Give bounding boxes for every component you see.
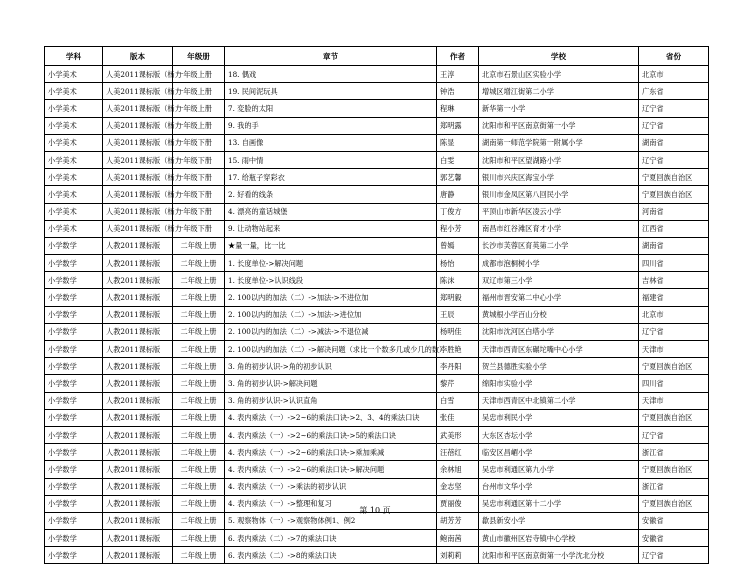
- edition-cell: 人教2011课标版: [103, 512, 173, 529]
- table-row: [45, 444, 709, 461]
- grade-cell: 二年级上册: [173, 512, 225, 529]
- school-cell: 北京市石景山区实验小学: [479, 66, 639, 83]
- province-cell: 福建省: [639, 289, 709, 306]
- author-cell: 刘莉莉: [437, 547, 479, 564]
- chapter-cell: 4. 漂亮的童话城堡: [225, 203, 437, 220]
- author-cell: 杨怡: [437, 255, 479, 272]
- edition-cell: 人教2011课标版: [103, 530, 173, 547]
- table-row: [45, 341, 709, 358]
- school-cell: 南昌市红谷滩区育才小学: [479, 220, 639, 237]
- grade-cell: 二年级上册: [173, 358, 225, 375]
- edition-cell: 人美2011课标版（杨力: [103, 66, 173, 83]
- subject-cell: 小学数学: [45, 392, 103, 409]
- chapter-cell: 18. 偶戏: [225, 66, 437, 83]
- author-cell: 程琳: [437, 100, 479, 117]
- grade-cell: 二年级上册: [173, 444, 225, 461]
- table-row: [45, 255, 709, 272]
- table-row: [45, 409, 709, 426]
- province-cell: 辽宁省: [639, 547, 709, 564]
- edition-cell: 人教2011课标版: [103, 461, 173, 478]
- grade-cell: 二年级上册: [173, 530, 225, 547]
- table-row: [45, 306, 709, 323]
- chapter-cell: 6. 表内乘法（二）->7的乘法口诀: [225, 530, 437, 547]
- column-header: 章节: [225, 47, 437, 66]
- subject-cell: 小学数学: [45, 289, 103, 306]
- province-cell: 安徽省: [639, 530, 709, 547]
- province-cell: 宁夏回族自治区: [639, 358, 709, 375]
- chapter-cell: 13. 自画像: [225, 134, 437, 151]
- grade-cell: 二年级上册: [173, 306, 225, 323]
- chapter-cell: 4. 表内乘法（一）->乘法的初步认识: [225, 478, 437, 495]
- province-cell: 安徽省: [639, 512, 709, 529]
- author-cell: 郑明露: [437, 117, 479, 134]
- grade-cell: 二年级上册: [173, 272, 225, 289]
- author-cell: 金志坚: [437, 478, 479, 495]
- school-cell: 成都市泡桐树小学: [479, 255, 639, 272]
- school-cell: 银川市兴庆区海宝小学: [479, 169, 639, 186]
- province-cell: 四川省: [639, 375, 709, 392]
- header-row: [45, 47, 709, 66]
- table-row: [45, 83, 709, 100]
- subject-cell: 小学数学: [45, 341, 103, 358]
- chapter-cell: 6. 表内乘法（二）->8的乘法口诀: [225, 547, 437, 564]
- chapter-cell: 19. 民间泥玩具: [225, 83, 437, 100]
- province-cell: 河南省: [639, 203, 709, 220]
- province-cell: 天津市: [639, 341, 709, 358]
- school-cell: 黄城根小学百山分校: [479, 306, 639, 323]
- author-cell: 胡芳芳: [437, 512, 479, 529]
- chapter-cell: 5. 观察物体（一）->观察物体例1、例2: [225, 512, 437, 529]
- data-table: [44, 46, 709, 564]
- edition-cell: 人美2011课标版（杨力: [103, 169, 173, 186]
- province-cell: 四川省: [639, 255, 709, 272]
- chapter-cell: 9. 让动物站起来: [225, 220, 437, 237]
- table-row: [45, 392, 709, 409]
- subject-cell: 小学美术: [45, 66, 103, 83]
- author-cell: 余林旭: [437, 461, 479, 478]
- table-header: [45, 47, 709, 66]
- column-header: 学校: [479, 47, 639, 66]
- subject-cell: 小学美术: [45, 220, 103, 237]
- province-cell: 辽宁省: [639, 426, 709, 443]
- school-cell: 平顶山市新华区凌云小学: [479, 203, 639, 220]
- author-cell: 黎芹: [437, 375, 479, 392]
- subject-cell: 小学数学: [45, 547, 103, 564]
- table-row: [45, 203, 709, 220]
- chapter-cell: ★量一量，比一比: [225, 237, 437, 254]
- school-cell: 贺兰县德胜实验小学: [479, 358, 639, 375]
- school-cell: 台州市文华小学: [479, 478, 639, 495]
- province-cell: 江西省: [639, 220, 709, 237]
- author-cell: 王淳: [437, 66, 479, 83]
- chapter-cell: 3. 角的初步认识->角的初步认识: [225, 358, 437, 375]
- school-cell: 天津市西青区东碾坨嘴中心小学: [479, 341, 639, 358]
- subject-cell: 小学数学: [45, 323, 103, 340]
- author-cell: 贾丽俊: [437, 495, 479, 512]
- chapter-cell: 3. 角的初步认识->解决问题: [225, 375, 437, 392]
- subject-cell: 小学数学: [45, 306, 103, 323]
- subject-cell: 小学数学: [45, 461, 103, 478]
- author-cell: 鲍南茜: [437, 530, 479, 547]
- table-row: [45, 169, 709, 186]
- grade-cell: 二年级上册: [173, 426, 225, 443]
- chapter-cell: 4. 表内乘法（一）->2~6的乘法口诀->解决问题: [225, 461, 437, 478]
- grade-cell: 一年级下册: [173, 220, 225, 237]
- chapter-cell: 9. 我的手: [225, 117, 437, 134]
- chapter-cell: 2. 100以内的加法（二）->加法->进位加: [225, 306, 437, 323]
- author-cell: 白雯: [437, 151, 479, 168]
- school-cell: 沈阳市沈河区白塔小学: [479, 323, 639, 340]
- edition-cell: 人教2011课标版: [103, 289, 173, 306]
- table-row: [45, 100, 709, 117]
- author-cell: 杨明佳: [437, 323, 479, 340]
- province-cell: 吉林省: [639, 272, 709, 289]
- subject-cell: 小学数学: [45, 478, 103, 495]
- chapter-cell: 3. 角的初步认识->认识直角: [225, 392, 437, 409]
- table-row: [45, 426, 709, 443]
- column-header: 作者: [437, 47, 479, 66]
- table-row: [45, 358, 709, 375]
- author-cell: 钟浩: [437, 83, 479, 100]
- edition-cell: 人教2011课标版: [103, 409, 173, 426]
- author-cell: 张佳: [437, 409, 479, 426]
- school-cell: 绵阳市实验小学: [479, 375, 639, 392]
- table-row: [45, 323, 709, 340]
- school-cell: 湖南第一师范学院第一附属小学: [479, 134, 639, 151]
- grade-cell: 二年级上册: [173, 547, 225, 564]
- author-cell: 陈显: [437, 134, 479, 151]
- edition-cell: 人教2011课标版: [103, 358, 173, 375]
- chapter-cell: 2. 好看的线条: [225, 186, 437, 203]
- subject-cell: 小学数学: [45, 495, 103, 512]
- province-cell: 宁夏回族自治区: [639, 409, 709, 426]
- chapter-cell: 4. 表内乘法（一）->2~6的乘法口诀->乘加乘减: [225, 444, 437, 461]
- table-row: [45, 461, 709, 478]
- grade-cell: 二年级上册: [173, 409, 225, 426]
- chapter-cell: 1. 长度单位->认识线段: [225, 272, 437, 289]
- province-cell: 辽宁省: [639, 117, 709, 134]
- grade-cell: 一年级下册: [173, 134, 225, 151]
- column-header: 学科: [45, 47, 103, 66]
- subject-cell: 小学数学: [45, 512, 103, 529]
- edition-cell: 人美2011课标版（杨力: [103, 83, 173, 100]
- subject-cell: 小学美术: [45, 117, 103, 134]
- school-cell: 沈阳市和平区望湖路小学: [479, 151, 639, 168]
- author-cell: 陈沫: [437, 272, 479, 289]
- edition-cell: 人美2011课标版（杨力: [103, 220, 173, 237]
- province-cell: 北京市: [639, 66, 709, 83]
- grade-cell: 一年级下册: [173, 203, 225, 220]
- author-cell: 白雪: [437, 392, 479, 409]
- province-cell: 宁夏回族自治区: [639, 495, 709, 512]
- school-cell: 沈阳市和平区南京街第一小学: [479, 117, 639, 134]
- school-cell: 沈阳市和平区南京街第一小学沈北分校: [479, 547, 639, 564]
- grade-cell: 一年级上册: [173, 83, 225, 100]
- edition-cell: 人美2011课标版（杨力: [103, 151, 173, 168]
- author-cell: 郭艺馨: [437, 169, 479, 186]
- chapter-cell: 2. 100以内的加法（二）->加法->不进位加: [225, 289, 437, 306]
- province-cell: 宁夏回族自治区: [639, 186, 709, 203]
- grade-cell: 二年级上册: [173, 495, 225, 512]
- table-row: [45, 237, 709, 254]
- province-cell: 辽宁省: [639, 151, 709, 168]
- grade-cell: 一年级上册: [173, 100, 225, 117]
- edition-cell: 人美2011课标版（杨力: [103, 203, 173, 220]
- grade-cell: 一年级下册: [173, 151, 225, 168]
- chapter-cell: 4. 表内乘法（一）->2~6的乘法口诀->5的乘法口诀: [225, 426, 437, 443]
- column-header: 省份: [639, 47, 709, 66]
- edition-cell: 人美2011课标版（杨力: [103, 134, 173, 151]
- subject-cell: 小学美术: [45, 134, 103, 151]
- grade-cell: 一年级下册: [173, 169, 225, 186]
- table-row: [45, 117, 709, 134]
- edition-cell: 人教2011课标版: [103, 495, 173, 512]
- author-cell: 唐静: [437, 186, 479, 203]
- subject-cell: 小学美术: [45, 169, 103, 186]
- chapter-cell: 1. 长度单位->解决问题: [225, 255, 437, 272]
- chapter-cell: 4. 表内乘法（一）->整理和复习: [225, 495, 437, 512]
- chapter-cell: 17. 给瓶子穿彩衣: [225, 169, 437, 186]
- grade-cell: 二年级上册: [173, 478, 225, 495]
- grade-cell: 二年级上册: [173, 289, 225, 306]
- subject-cell: 小学美术: [45, 100, 103, 117]
- grade-cell: 二年级上册: [173, 392, 225, 409]
- table-row: [45, 151, 709, 168]
- column-header: 年级册: [173, 47, 225, 66]
- province-cell: 湖南省: [639, 134, 709, 151]
- chapter-cell: 7. 変脸的太阳: [225, 100, 437, 117]
- subject-cell: 小学数学: [45, 272, 103, 289]
- school-cell: 新华第一小学: [479, 100, 639, 117]
- table-row: [45, 530, 709, 547]
- grade-cell: 一年级下册: [173, 186, 225, 203]
- chapter-cell: 15. 雨中情: [225, 151, 437, 168]
- province-cell: 广东省: [639, 83, 709, 100]
- grade-cell: 二年级上册: [173, 461, 225, 478]
- subject-cell: 小学数学: [45, 237, 103, 254]
- table-row: [45, 186, 709, 203]
- school-cell: 黄山市徽州区岩寺镇中心学校: [479, 530, 639, 547]
- table-row: [45, 134, 709, 151]
- grade-cell: 二年级上册: [173, 323, 225, 340]
- subject-cell: 小学数学: [45, 375, 103, 392]
- grade-cell: 二年级上册: [173, 375, 225, 392]
- province-cell: 宁夏回族自治区: [639, 461, 709, 478]
- subject-cell: 小学数学: [45, 444, 103, 461]
- author-cell: 王辰: [437, 306, 479, 323]
- column-header: 版本: [103, 47, 173, 66]
- province-cell: 湖南省: [639, 237, 709, 254]
- author-cell: 武美形: [437, 426, 479, 443]
- author-cell: 李胜艳: [437, 341, 479, 358]
- author-cell: 李丹阳: [437, 358, 479, 375]
- edition-cell: 人教2011课标版: [103, 306, 173, 323]
- author-cell: 汪蓓红: [437, 444, 479, 461]
- chapter-cell: 4. 表内乘法（一）->2~6的乘法口诀->2、3、4的乘法口诀: [225, 409, 437, 426]
- province-cell: 浙江省: [639, 444, 709, 461]
- edition-cell: 人教2011课标版: [103, 426, 173, 443]
- school-cell: 增城区增江街第二小学: [479, 83, 639, 100]
- subject-cell: 小学美术: [45, 203, 103, 220]
- edition-cell: 人教2011课标版: [103, 478, 173, 495]
- school-cell: 大东区杏坛小学: [479, 426, 639, 443]
- table-row: [45, 478, 709, 495]
- school-cell: 双辽市第三小学: [479, 272, 639, 289]
- page-number: 第 10 页: [359, 506, 391, 515]
- school-cell: 银川市金凤区第八回民小学: [479, 186, 639, 203]
- edition-cell: 人教2011课标版: [103, 392, 173, 409]
- author-cell: 曾嫣: [437, 237, 479, 254]
- school-cell: 歙县新安小学: [479, 512, 639, 529]
- subject-cell: 小学数学: [45, 255, 103, 272]
- data-table-container: [44, 46, 708, 564]
- author-cell: 丁俊方: [437, 203, 479, 220]
- school-cell: 福州市晋安第二中心小学: [479, 289, 639, 306]
- school-cell: 长沙市芙蓉区育英第二小学: [479, 237, 639, 254]
- edition-cell: 人美2011课标版（杨力: [103, 117, 173, 134]
- province-cell: 宁夏回族自治区: [639, 169, 709, 186]
- table-row: [45, 220, 709, 237]
- edition-cell: 人美2011课标版（杨力: [103, 186, 173, 203]
- subject-cell: 小学数学: [45, 409, 103, 426]
- edition-cell: 人教2011课标版: [103, 255, 173, 272]
- province-cell: 天津市: [639, 392, 709, 409]
- subject-cell: 小学数学: [45, 426, 103, 443]
- edition-cell: 人教2011课标版: [103, 375, 173, 392]
- school-cell: 吴忠市利通区第九小学: [479, 461, 639, 478]
- school-cell: 临安区昌嵋小学: [479, 444, 639, 461]
- grade-cell: 一年级上册: [173, 66, 225, 83]
- table-row: [45, 547, 709, 564]
- edition-cell: 人美2011课标版（杨力: [103, 100, 173, 117]
- subject-cell: 小学数学: [45, 530, 103, 547]
- table-body: [45, 66, 709, 564]
- edition-cell: 人教2011课标版: [103, 341, 173, 358]
- subject-cell: 小学美术: [45, 186, 103, 203]
- grade-cell: 二年级上册: [173, 341, 225, 358]
- table-row: [45, 375, 709, 392]
- edition-cell: 人教2011课标版: [103, 237, 173, 254]
- table-row: [45, 66, 709, 83]
- chapter-cell: 2. 100以内的加法（二）->解决问题（求比一个数多几或少几的数）: [225, 341, 437, 358]
- chapter-cell: 2. 100以内的加法（二）->减法->不退位减: [225, 323, 437, 340]
- province-cell: 北京市: [639, 306, 709, 323]
- edition-cell: 人教2011课标版: [103, 547, 173, 564]
- grade-cell: 二年级上册: [173, 237, 225, 254]
- province-cell: 辽宁省: [639, 100, 709, 117]
- author-cell: 郑明毅: [437, 289, 479, 306]
- subject-cell: 小学数学: [45, 358, 103, 375]
- grade-cell: 二年级上册: [173, 255, 225, 272]
- subject-cell: 小学美术: [45, 83, 103, 100]
- edition-cell: 人教2011课标版: [103, 323, 173, 340]
- subject-cell: 小学美术: [45, 151, 103, 168]
- table-row: [45, 272, 709, 289]
- school-cell: 天津市西青区中北镇第二小学: [479, 392, 639, 409]
- table-row: [45, 289, 709, 306]
- author-cell: 程小芳: [437, 220, 479, 237]
- school-cell: 吴忠市利民小学: [479, 409, 639, 426]
- school-cell: 吴忠市利通区第十二小学: [479, 495, 639, 512]
- grade-cell: 一年级上册: [173, 117, 225, 134]
- province-cell: 辽宁省: [639, 323, 709, 340]
- province-cell: 浙江省: [639, 478, 709, 495]
- edition-cell: 人教2011课标版: [103, 272, 173, 289]
- edition-cell: 人教2011课标版: [103, 444, 173, 461]
